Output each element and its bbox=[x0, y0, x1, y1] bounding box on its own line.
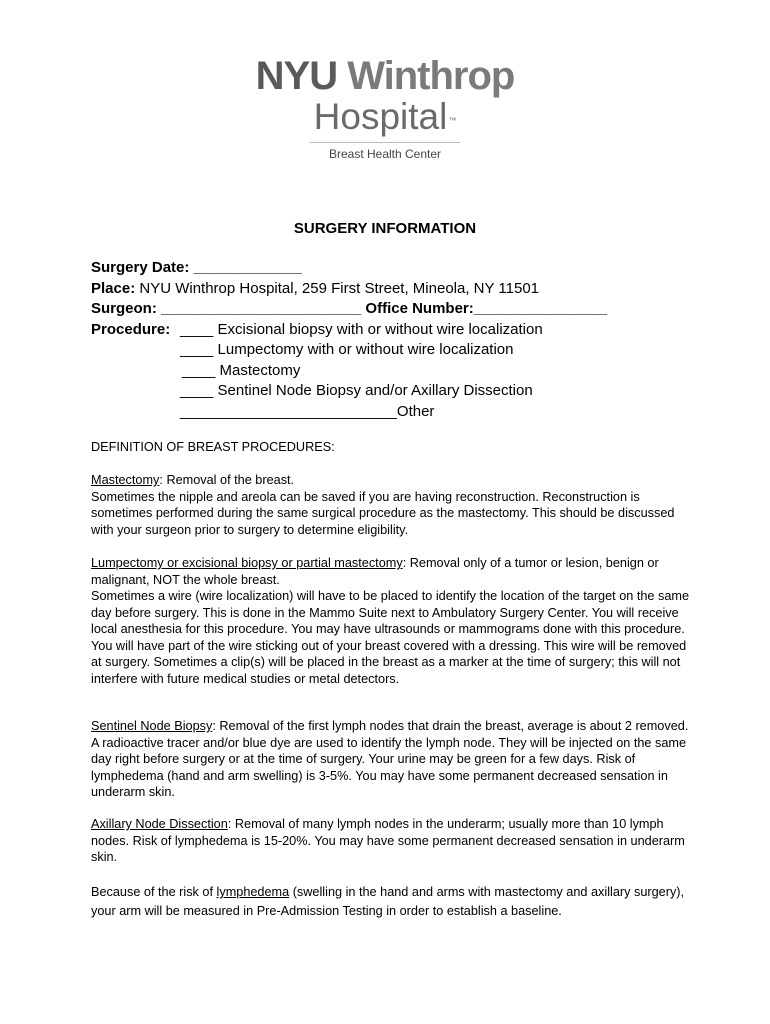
surgery-date-label: Surgery Date: bbox=[91, 259, 190, 276]
lumpectomy-term: Lumpectomy or excisional biopsy or partial mastectomy bbox=[91, 556, 403, 570]
lymphedema-term: lymphedema bbox=[216, 885, 290, 899]
surgery-date-field[interactable]: _____________ bbox=[193, 259, 302, 276]
sentinel-text: : Removal of the first lymph nodes that drain the breast, average is about 2 removed. A radioactive tracer and/or blue dye are used to identify the lymph node. They will be injected on the same day right before surgery or at the time of surgery. Your urine may be green for a few days. Risk of lymphedema (hand and arm swelling) is 3-5%. You may have some permanent decreased sensation in underarm skin. bbox=[91, 719, 689, 799]
logo-hospital bbox=[0, 98, 770, 136]
logo-winthrop: Winthrop bbox=[347, 54, 515, 98]
sentinel-term: Sentinel Node Biopsy bbox=[91, 719, 213, 733]
closing-before: Because of the risk of bbox=[91, 885, 217, 899]
procedure-option-row bbox=[91, 340, 607, 361]
axillary-text: : Removal of many lymph nodes in the underarm; usually more than 10 lymph nodes. Risk of lymphedema is 15-20%. You may have some permanent decreased sensation in underarm skin. bbox=[91, 817, 685, 864]
place-label: Place: bbox=[91, 279, 136, 297]
logo-wordmark bbox=[0, 54, 770, 98]
procedure-option-lumpectomy[interactable]: ____ Lumpectomy with or without wire localization bbox=[180, 341, 514, 358]
procedure-row bbox=[91, 320, 607, 341]
sentinel-definition bbox=[91, 718, 691, 801]
definitions-heading: DEFINITION OF BREAST PROCEDURES: bbox=[91, 440, 335, 454]
lumpectomy-lead: : Removal only of a tumor or lesion, benign or malignant, NOT the whole breast. bbox=[91, 556, 659, 587]
surgeon-label: Surgeon: bbox=[91, 300, 157, 317]
logo-nyu: NYU bbox=[255, 54, 338, 98]
axillary-definition bbox=[91, 816, 691, 866]
trademark-mark: ™ bbox=[448, 116, 457, 125]
lumpectomy-text: Sometimes a wire (wire localization) will have to be placed to identify the location of the target on the same day before surgery. This is done in the Mammo Suite next to Ambulatory Surgery Center. You will receive local anesthesia for this procedure. You may have ultrasounds or mammograms done with this procedure. You will have part of the wire sticking out of your breast covered with a dressing. This wire will be removed at surgery. Sometimes a clip(s) will be placed in the breast as a marker at the time of surgery; this will not interfere with future medical studies or metal detectors. bbox=[91, 589, 690, 686]
procedure-option-sentinel[interactable]: ____ Sentinel Node Biopsy and/or Axillary Dissection bbox=[180, 382, 533, 399]
surgeon-row bbox=[91, 299, 607, 320]
logo-divider bbox=[310, 142, 460, 143]
mastectomy-text: Sometimes the nipple and areola can be saved if you are having reconstruction. Reconstruction is sometimes performed during the same surgical procedure as the mastectomy. This should be discussed with your surgeon prior to surgery to determine eligibility. bbox=[91, 489, 675, 537]
procedure-label: Procedure: bbox=[91, 320, 171, 338]
procedure-option-excisional[interactable]: ____ Excisional biopsy with or without wire localization bbox=[180, 320, 543, 338]
procedure-option-row bbox=[91, 402, 607, 423]
surgery-form bbox=[91, 258, 607, 422]
surgery-date-row bbox=[91, 258, 607, 279]
mastectomy-definition bbox=[91, 472, 691, 538]
logo-subtitle: Breast Health Center bbox=[328, 147, 442, 161]
page-title: SURGERY INFORMATION bbox=[293, 220, 477, 237]
procedure-option-row bbox=[91, 381, 607, 402]
closing-after: (swelling in the hand and arms with mastectomy and axillary surgery), your arm will be measured in Pre-Admission Testing in order to establish a baseline. bbox=[91, 885, 685, 918]
procedure-option-row bbox=[91, 361, 607, 382]
closing-paragraph bbox=[91, 883, 691, 921]
office-number-label: Office Number: bbox=[365, 300, 474, 317]
procedure-option-other[interactable]: __________________________Other bbox=[180, 402, 435, 420]
hospital-logo bbox=[0, 54, 770, 161]
place-row bbox=[91, 279, 607, 300]
place-value: NYU Winthrop Hospital, 259 First Street, Mineola, NY 11501 bbox=[139, 279, 539, 297]
lumpectomy-definition bbox=[91, 555, 691, 687]
procedure-option-mastectomy[interactable]: ____ Mastectomy bbox=[182, 361, 301, 379]
mastectomy-lead: : Removal of the breast. bbox=[159, 473, 295, 487]
axillary-term: Axillary Node Dissection bbox=[91, 817, 228, 831]
logo-hospital-text: Hospital bbox=[313, 96, 448, 137]
surgeon-field[interactable]: ________________________ bbox=[161, 300, 362, 317]
office-number-field[interactable]: ________________ bbox=[473, 300, 608, 317]
mastectomy-term: Mastectomy bbox=[91, 473, 160, 487]
